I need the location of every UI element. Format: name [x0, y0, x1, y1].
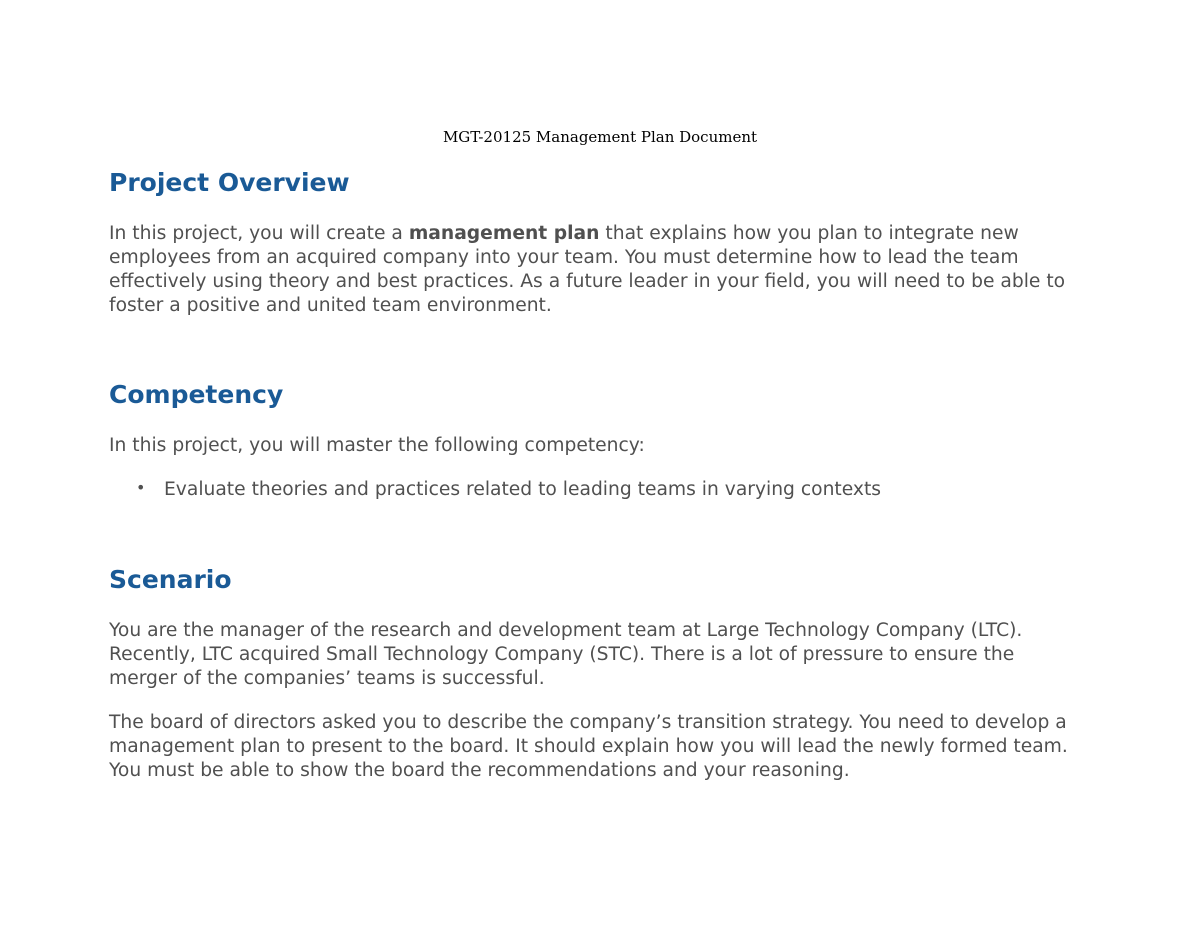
overview-text-end: that explains how you plan to integrate new employees from an acquired company into your team. You must determine how to lead the team effectively using theory and best practices. As a future leader in your field, you will need to be able to foster a positive and united team environment. [109, 223, 1066, 316]
heading-scenario: Scenario [109, 565, 232, 594]
overview-bold-term: management plan [408, 223, 600, 244]
scenario-paragraph-2: The board of directors asked you to describe the company’s transition strategy. You need to develop a management plan to present to the board. It should explain how you will lead the newly formed team. You must be able to show the board the recommendations and your reasoning. [109, 712, 1068, 781]
heading-project-overview: Project Overview [109, 168, 350, 197]
bullet-dot: • [136, 478, 146, 497]
scenario-paragraph-1: You are the manager of the research and development team at Large Technology Company (LTC). Recently, LTC acquired Small Technology Company (STC). There is a lot of pressure to ensure the merger of the companies’ teams is successful. [109, 620, 1023, 689]
document-header: MGT-20125 Management Plan Document [442, 128, 758, 146]
overview-text-start: In this project, you will create a [109, 223, 409, 244]
overview-paragraph [109, 222, 1099, 318]
heading-competency: Competency [109, 380, 284, 409]
competency-intro: In this project, you will master the following competency: [109, 435, 645, 456]
competency-bullet-item: Evaluate theories and practices related to leading teams in varying contexts [164, 479, 882, 500]
